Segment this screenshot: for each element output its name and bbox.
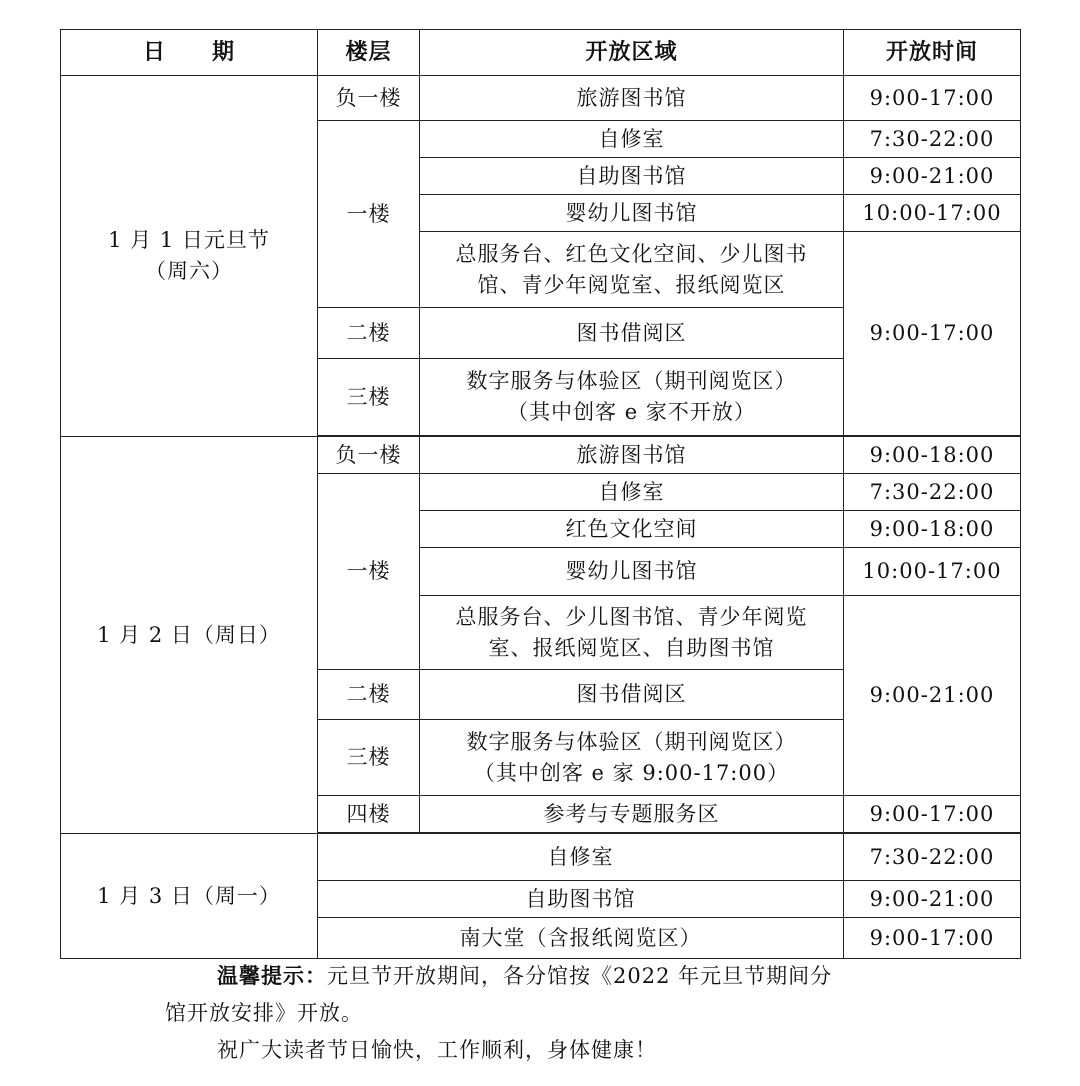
day1-f3-area	[420, 359, 844, 436]
day2-f3-area-line2: （其中创客 e 家 9:00-17:00）	[473, 760, 790, 785]
day3-r1-area: 自修室	[318, 834, 844, 881]
day3-r1-time: 7:30-22:00	[844, 834, 1021, 881]
day1-f3-area-line1: 数字服务与体验区（期刊阅览区）	[466, 369, 797, 393]
day1-f1-r3-time: 10:00-17:00	[844, 195, 1021, 232]
day2-f2-floor: 二楼	[318, 670, 420, 720]
header-date: 日 期	[61, 30, 318, 76]
day3-r2-area: 自助图书馆	[318, 881, 844, 918]
day1-date: 1 月 1 日元旦节	[108, 228, 270, 252]
day2-f1-r1-time: 7:30-22:00	[844, 474, 1021, 511]
day2-date: 1 月 2 日（周日）	[61, 437, 318, 834]
day1-shared-time: 9:00-17:00	[844, 232, 1021, 436]
day1-b1-floor: 负一楼	[318, 76, 420, 121]
day1-f1-r3-area: 婴幼儿图书馆	[420, 195, 844, 232]
day1-f1-r4-area	[420, 232, 844, 308]
day2-f1-r1-area: 自修室	[420, 474, 844, 511]
tip-line-2	[165, 995, 1025, 1032]
header-time: 开放时间	[844, 30, 1021, 76]
schedule-table	[60, 29, 1021, 959]
day3-r2-time: 9:00-21:00	[844, 881, 1021, 918]
day1-f1-r4-area-line2: 馆、青少年阅览室、报纸阅览区	[477, 272, 786, 297]
tip-label: 温馨提示：	[217, 963, 327, 988]
day2-f4-floor: 四楼	[318, 796, 420, 833]
day2-f3-floor: 三楼	[318, 720, 420, 796]
day2-f1-r3-area: 婴幼儿图书馆	[420, 548, 844, 596]
day2-f4-time: 9:00-17:00	[844, 796, 1021, 833]
day2-f3-area	[420, 720, 844, 796]
day1-f1-r2-area: 自助图书馆	[420, 158, 844, 195]
day1-date-cell	[61, 76, 318, 437]
day2-f1-r4-area-line1: 总服务台、少儿图书馆、青少年阅览	[455, 604, 808, 629]
tip-text-1: 元旦节开放期间，各分馆按《2022 年元旦节期间分	[327, 964, 833, 988]
day3-r3-area: 南大堂（含报纸阅览区）	[318, 918, 844, 959]
day2-f1-floor: 一楼	[318, 474, 420, 670]
day2-shared-time: 9:00-21:00	[844, 596, 1021, 796]
day1-b1-time: 9:00-17:00	[844, 76, 1021, 121]
day1-f1-floor: 一楼	[318, 121, 420, 308]
header-area: 开放区域	[420, 30, 844, 76]
day1-b1-area: 旅游图书馆	[420, 76, 844, 121]
day2-b1-area: 旅游图书馆	[420, 437, 844, 474]
day2-f1-r2-time: 9:00-18:00	[844, 511, 1021, 548]
day2-f3-area-line1: 数字服务与体验区（期刊阅览区）	[466, 729, 797, 754]
day3-date: 1 月 3 日（周一）	[61, 834, 318, 959]
day1-f2-area: 图书借阅区	[420, 308, 844, 359]
header-floor: 楼层	[318, 30, 420, 76]
notes-section	[165, 957, 1025, 1069]
wish-text: 祝广大读者节日愉快，工作顺利，身体健康！	[217, 1038, 657, 1062]
day2-f1-r4-area	[420, 596, 844, 670]
header-row	[61, 30, 1021, 76]
table-row	[61, 437, 1021, 474]
tip-text-2: 馆开放安排》开放。	[165, 1001, 363, 1025]
table-row	[61, 76, 1021, 121]
day2-f4-area: 参考与专题服务区	[420, 796, 844, 833]
day2-f1-r3-time: 10:00-17:00	[844, 548, 1021, 596]
table-row	[61, 834, 1021, 881]
day1-f3-floor: 三楼	[318, 359, 420, 436]
day2-f1-r2-area: 红色文化空间	[420, 511, 844, 548]
day1-weekday: （周六）	[145, 259, 233, 283]
day2-f2-area: 图书借阅区	[420, 670, 844, 720]
day1-f2-floor: 二楼	[318, 308, 420, 359]
day2-b1-floor: 负一楼	[318, 437, 420, 474]
tip-line-1	[165, 957, 1025, 995]
day1-f3-area-line2: （其中创客 e 家不开放）	[507, 400, 756, 424]
day1-f1-r4-area-line1: 总服务台、红色文化空间、少儿图书	[455, 241, 808, 266]
day1-f1-r2-time: 9:00-21:00	[844, 158, 1021, 195]
day2-b1-time: 9:00-18:00	[844, 437, 1021, 474]
wish-line	[165, 1032, 1025, 1069]
day2-f1-r4-area-line2: 室、报纸阅览区、自助图书馆	[488, 635, 775, 660]
day1-f1-r1-time: 7:30-22:00	[844, 121, 1021, 158]
day1-f1-r1-area: 自修室	[420, 121, 844, 158]
day3-r3-time: 9:00-17:00	[844, 918, 1021, 959]
